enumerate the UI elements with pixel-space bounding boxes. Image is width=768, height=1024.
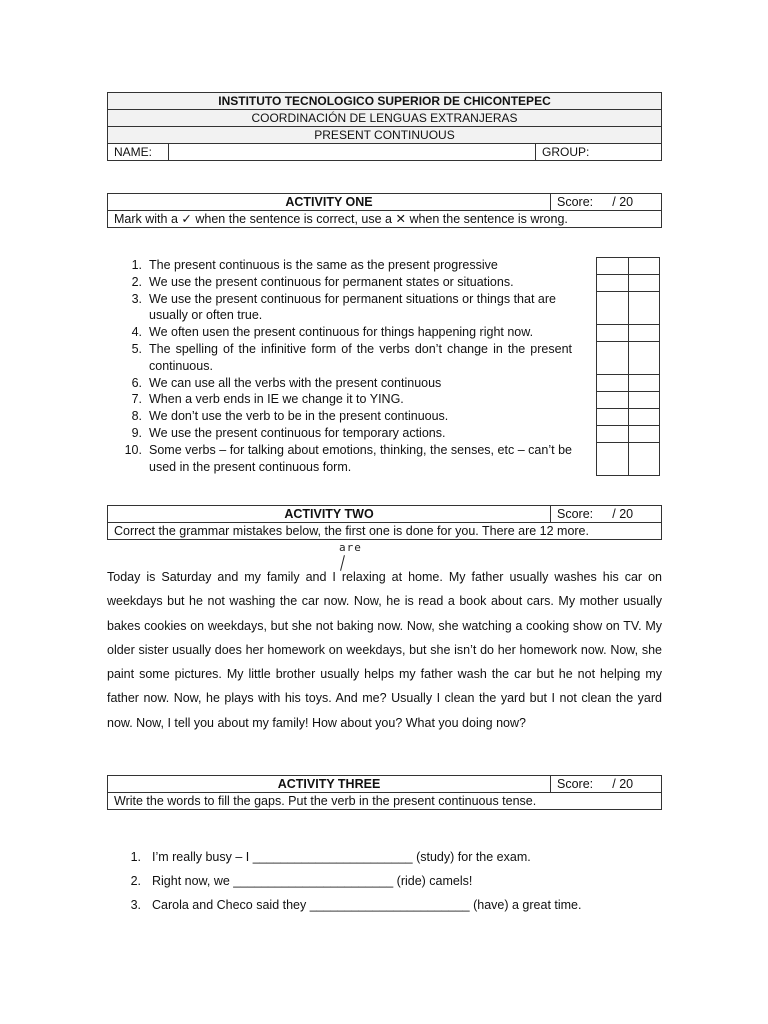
score-total: / 20: [612, 195, 634, 209]
answer-cell[interactable]: [597, 292, 629, 325]
answer-cell[interactable]: [628, 325, 660, 342]
activity-one-score: [551, 194, 662, 211]
activity-one-title: ACTIVITY ONE: [108, 194, 551, 211]
list-item: [127, 893, 581, 917]
item-text: We use the present continuous for permanent states or situations.: [149, 274, 514, 289]
activity-one-instruction: [108, 211, 662, 228]
score-total: / 20: [612, 507, 634, 521]
activity-two-score: [551, 506, 662, 523]
activity-three-title: ACTIVITY THREE: [108, 776, 551, 793]
activity-one-box: [107, 193, 662, 228]
item-number: 7.: [131, 392, 142, 407]
item-text: We use the present continuous for temporary actions.: [149, 425, 446, 440]
list-item: [117, 324, 572, 341]
department-title: COORDINACIÓN DE LENGUAS EXTRANJERAS: [108, 110, 662, 127]
instruction-part: when the sentence is correct, use a: [195, 212, 392, 226]
score-total: / 20: [612, 777, 634, 791]
list-item: [117, 391, 572, 408]
item-text: We don’t use the verb to be in the present continuous.: [149, 409, 449, 424]
list-item: [117, 442, 572, 476]
answer-cell[interactable]: [628, 292, 660, 325]
check-icon: ✓: [181, 212, 192, 226]
answer-cell[interactable]: [597, 258, 629, 275]
item-text: The present continuous is the same as the present progressive: [149, 258, 498, 272]
item-number: 8.: [131, 409, 142, 424]
answer-cell[interactable]: [597, 342, 629, 375]
list-item: [117, 425, 572, 442]
item-number: 9.: [131, 425, 142, 440]
item-text: When a verb ends in IE we change it to YING.: [149, 392, 404, 407]
score-label: Score:: [557, 777, 594, 791]
item-number: 6.: [131, 375, 142, 390]
answer-cell[interactable]: [628, 409, 660, 426]
item-number: 2.: [131, 274, 142, 289]
item-number: 5.: [131, 341, 142, 356]
item-text: Some verbs – for talking about emotions, thinking, the senses, etc – can’t be used in the present continuous form.: [149, 442, 572, 474]
item-number: 10.: [124, 442, 142, 457]
answer-cell[interactable]: [628, 443, 660, 476]
list-item: [127, 845, 581, 869]
answer-cell[interactable]: [628, 342, 660, 375]
item-text: We use the present continuous for permanent situations or things that are usually or often true.: [149, 291, 556, 323]
item-text: Carola and Checo said they _______________________ (have) a great time.: [152, 898, 582, 912]
answer-cell[interactable]: [597, 392, 629, 409]
handwritten-correction: are: [339, 541, 362, 554]
item-text: I’m really busy – I _______________________ (study) for the exam.: [152, 850, 531, 864]
score-label: Score:: [557, 195, 594, 209]
answer-cell[interactable]: [628, 375, 660, 392]
answer-cell[interactable]: [628, 392, 660, 409]
activity-three-list: [127, 845, 581, 917]
list-item: [117, 375, 572, 392]
answer-cell[interactable]: [628, 426, 660, 443]
activity-one-list: [117, 257, 572, 475]
name-label: NAME:: [108, 144, 169, 161]
item-text: We can use all the verbs with the present continuous: [149, 375, 442, 390]
item-number: 3.: [131, 291, 142, 306]
item-number: 4.: [131, 325, 142, 340]
institute-title: INSTITUTO TECNOLOGICO SUPERIOR DE CHICONTEPEC: [108, 93, 662, 110]
group-label: GROUP:: [536, 144, 662, 161]
list-item: [117, 408, 572, 425]
list-item: [117, 291, 572, 325]
activity-two-box: [107, 505, 662, 540]
activity-two-title: ACTIVITY TWO: [108, 506, 551, 523]
answer-cell[interactable]: [597, 275, 629, 292]
header-table: [107, 92, 662, 161]
answer-cell[interactable]: [597, 375, 629, 392]
answer-cell[interactable]: [628, 258, 660, 275]
item-text: The spelling of the infinitive form of the verbs don’t change in the present continuous.: [149, 341, 572, 373]
cross-icon: ✕: [395, 212, 406, 226]
item-number: 1.: [131, 258, 142, 272]
item-number: 3.: [130, 898, 141, 912]
item-number: 2.: [130, 874, 141, 888]
answer-cell[interactable]: [597, 426, 629, 443]
item-text: We often usen the present continuous for things happening right now.: [149, 325, 534, 340]
instruction-part: Mark with a: [114, 212, 178, 226]
answer-grid: [596, 257, 660, 476]
topic-title: PRESENT CONTINUOUS: [108, 127, 662, 144]
item-number: 1.: [130, 850, 141, 864]
activity-three-instruction: Write the words to fill the gaps. Put the verb in the present continuous tense.: [108, 793, 662, 810]
list-item: [117, 274, 572, 291]
answer-cell[interactable]: [597, 443, 629, 476]
activity-two-paragraph: Today is Saturday and my family and I relaxing at home. My father usually washes his car on weekdays but he not washing the car now. Now, he is read a book about cars. My mother usually bakes cookies on weekdays, but she not baking now. Now, she watching a cooking show on TV. My older sister usually does her homework on weekdays, but she isn’t do her homework now. Now, she paint some pictures. My little brother usually helps my father wash the car but he not helping my father now. Now, he plays with his toys. And me? Usually I clean the yard but I not clean the yard now. Now, I tell you about my family! How about you? What you doing now?: [107, 570, 662, 730]
activity-three-box: [107, 775, 662, 810]
score-label: Score:: [557, 507, 594, 521]
instruction-part: when the sentence is wrong.: [409, 212, 568, 226]
list-item: [117, 341, 572, 375]
list-item: [117, 257, 572, 274]
answer-cell[interactable]: [597, 409, 629, 426]
answer-cell[interactable]: [628, 275, 660, 292]
answer-cell[interactable]: [597, 325, 629, 342]
activity-three-score: [551, 776, 662, 793]
list-item: [127, 869, 581, 893]
item-text: Right now, we _______________________ (ride) camels!: [152, 874, 473, 888]
name-field[interactable]: [169, 144, 536, 161]
activity-two-instruction: Correct the grammar mistakes below, the first one is done for you. There are 12 more.: [108, 523, 662, 540]
